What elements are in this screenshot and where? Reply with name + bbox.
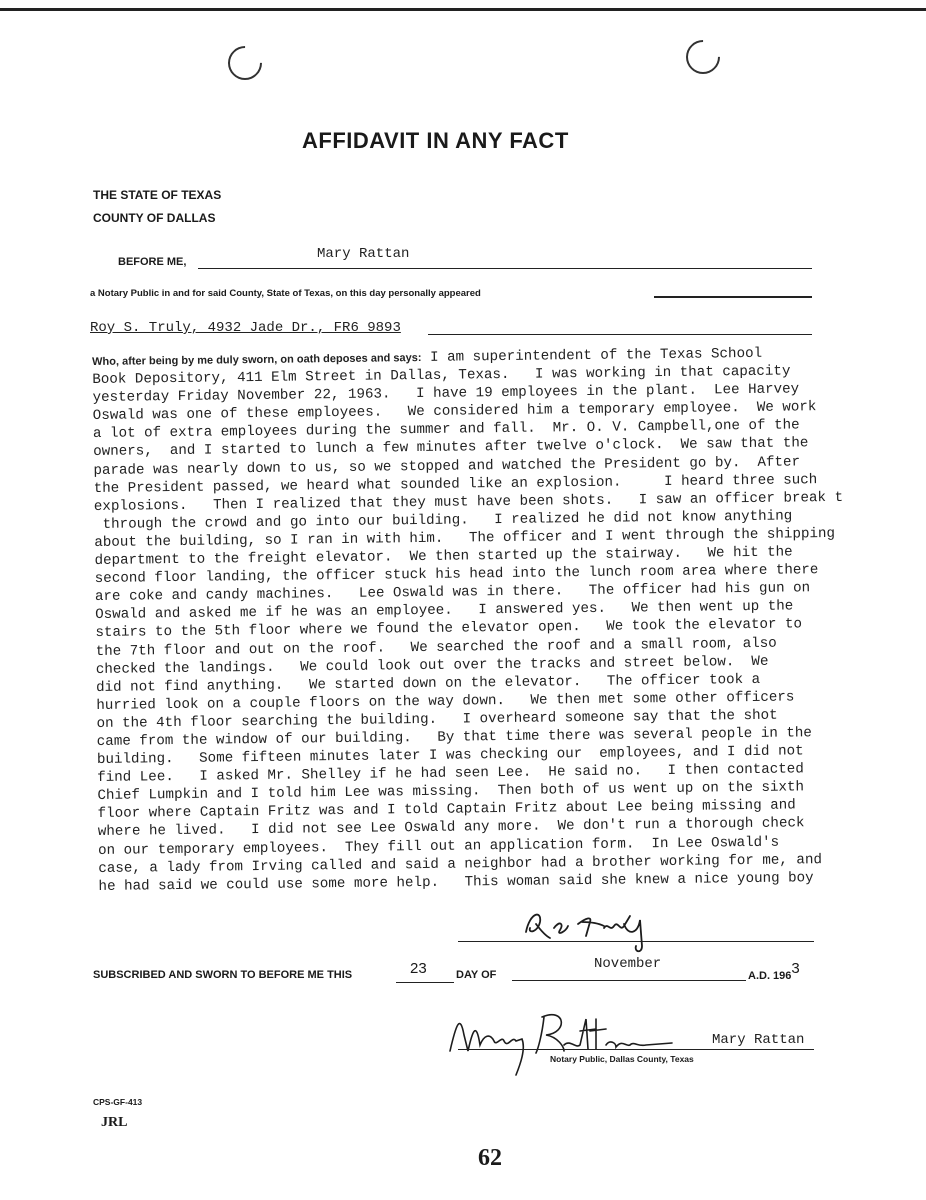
body-line: find Lee. I asked Mr. Shelley if he had seen Lee. He said no. I then contacted [97,761,804,787]
body-line: owners, and I started to lunch a few minutes after twelve o'clock. We saw that the [93,435,809,461]
body-line: the 7th floor and out on the roof. We searched the roof and a small room, also [95,635,777,660]
body-line: second floor landing, the officer stuck his head into the lunch room area where there [94,562,819,588]
body-line: did not find anything. We started down on the elevator. The officer took a [95,671,761,696]
body-line: department to the freight elevator. We then started up the stairway. We hit the [94,544,793,570]
month-rule [512,980,746,981]
body-line: stairs to the 5th floor where we found the elevator open. We took the elevator to [95,616,803,642]
notary-clause: a Notary Public in and for said County, State of Texas, on this day personally appeared [90,288,481,299]
body-line: building. Some fifteen minutes later I was checking our employees, and I did not [96,743,804,769]
body-line: where he lived. I did not see Lee Oswald any more. We don't run a thorough check [97,815,805,841]
body-line: parade was nearly down to us, so we stopped and watched the President go by. After [93,453,801,479]
notary-signature [446,1005,676,1079]
affiant-signature-rule [458,941,814,942]
notary-title: Notary Public, Dallas County, Texas [550,1054,694,1064]
body-line: Book Depository, 411 Elm Street in Dallas, Texas. I was working in that capacity [92,363,791,389]
body-line: hurried look on a couple floors on the way down. We then met some other officers [96,689,795,714]
body-line: case, a lady from Irving called and said a neighbor had a brother working for me, and [98,851,823,877]
notary-signature-rule [458,1049,814,1050]
body-line: on the 4th floor searching the building. I overheard someone say that the shot [96,707,778,732]
before-me-rule [198,268,812,269]
punch-hole-right-icon [679,33,727,81]
body-line: through the crowd and go into our building. I realized he did not know anything [94,508,793,533]
affiant-signature [520,902,670,954]
day-of-label: DAY OF [456,969,497,981]
notary-name-field: Mary Rattan [317,246,410,262]
body-line: explosions. Then I realized that they must have been shots. I saw an officer break t [93,489,844,515]
day-value: 23 [410,960,427,977]
punch-hole-left-icon [221,39,269,87]
body-line: yesterday Friday November 22, 1963. I have 19 employees in the plant. Lee Harvey [92,381,800,407]
month-value: November [594,956,662,972]
before-me-label: BEFORE ME, [118,256,187,268]
page-number: 62 [478,1145,502,1171]
top-border [0,8,926,11]
body-line: Oswald and asked me if he was an employee. I answered yes. We then went up the [95,598,794,624]
subscribed-label: SUBSCRIBED AND SWORN TO BEFORE ME THIS [93,969,353,981]
body-line: a lot of extra employees during the summer and fall. Mr. O. V. Campbell,one of the [92,417,800,443]
body-line: came from the window of our building. By that time there was several people in the [96,725,812,750]
body-line: Chief Lumpkin and I told him Lee was missing. Then both of us went up on the sixth [97,779,805,805]
document-title: AFFIDAVIT IN ANY FACT [302,128,569,153]
state-line: THE STATE OF TEXAS [93,188,222,202]
deposes-label: Who, after being by me duly sworn, on oath deposes and says: [92,351,422,368]
affiant-line: Roy S. Truly, 4932 Jade Dr., FR6 9893 [90,320,401,336]
body-line: are coke and candy machines. Lee Oswald was in there. The officer had his gun on [94,580,811,606]
body-line: about the building, so I ran in with him. The officer and I went through the shipping [94,525,836,551]
county-line: COUNTY OF DALLAS [93,211,216,225]
body-line: checked the landings. We could look out over the tracks and street below. We [95,653,769,678]
affiant-rule [428,334,812,335]
body-line: floor where Captain Fritz was and I told Captain Fritz about Lee being missing and [97,797,796,823]
notary-printed-name: Mary Rattan [712,1032,805,1048]
form-code: CPS-GF-413 [93,1097,143,1107]
ad-prefix: A.D. 196 [748,970,792,982]
body-line: Oswald was one of these employees. We considered him a temporary employee. We work [92,399,817,425]
affidavit-body [92,343,899,896]
initials: JRL [101,1115,128,1130]
year-digit: 3 [791,960,800,977]
ad-label [748,960,800,983]
appeared-rule [654,296,812,298]
body-line: the President passed, we heard what sounded like an explosion. I heard three such [93,471,818,497]
body-line: he had said we could use some more help. This woman said she knew a nice young boy [98,869,814,895]
day-rule [396,982,454,983]
body-line: on our temporary employees. They fill out an application form. In Lee Oswald's [97,834,780,859]
body-line: I am superintendent of the Texas School [429,345,763,366]
